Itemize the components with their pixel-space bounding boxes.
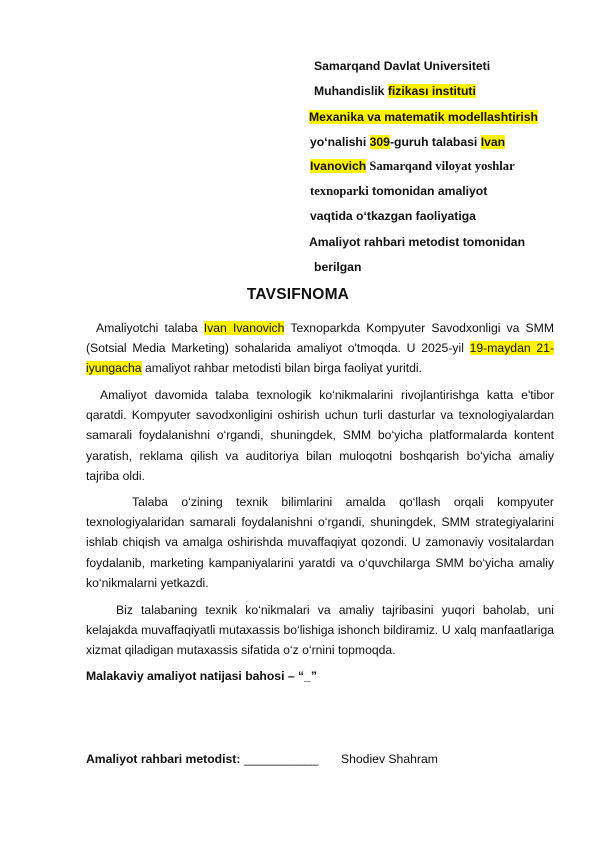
technopark-rest: tomonidan amaliyot [368, 184, 488, 198]
student-last-name: Ivanovich [310, 159, 367, 173]
signature-name: Shodiev Shahram [341, 752, 438, 766]
document-title: TAVSIFNOMA [246, 286, 350, 303]
institute-prefix: Muhandislik [314, 84, 388, 98]
group-line [310, 135, 505, 149]
institute-line [314, 84, 476, 98]
signature-label: Amaliyot rahbari metodist: [86, 752, 241, 766]
supervisor-line: Amaliyot rahbari metodist tomonidan [309, 235, 526, 249]
technopark-word: texnoparki [310, 184, 369, 198]
given-line: berilgan [314, 260, 362, 274]
group-prefix: yo‘nalishi [310, 135, 370, 149]
signature-blank: ___________ [244, 752, 319, 766]
paragraph-4: Biz talabaning texnik ko‘nikmalari va amaliy tajribasini yuqori baholab, uni kelajakda muvaffaqiyatli mutaxassis bo‘lishiga ishonch bildiramiz. U xalq manfaatlariga xizmat qiladigan mutaxassis sifatida o‘z o‘rnini topmoqda. [86, 603, 554, 658]
student-region-line [310, 159, 515, 173]
specialty-highlight: Mexanika va matematik modellashtirish [309, 110, 538, 124]
institute-highlight: fizikası instituti [387, 84, 476, 98]
specialty-line [309, 110, 538, 124]
region-text: Samarqand viloyat yoshlar [366, 159, 515, 173]
p1-pre: Amaliyotchi talaba [96, 321, 204, 335]
p1-dates: 19-maydan 21-iyungacha [86, 341, 554, 376]
paragraph-1 [86, 318, 554, 379]
technopark-line [310, 184, 487, 198]
student-first-name: Ivan [480, 135, 506, 149]
activity-line: vaqtida o‘tkazgan faoliyatiga [310, 209, 476, 223]
p1-student-name: Ivan Ivanovich [203, 321, 285, 335]
paragraph-3: Talaba o‘zining texnik bilimlarini amalda qo‘llash orqali kompyuter texnologiyalaridan samarali foydalanishni o‘rgandi, shuningdek, SMM strategiyalarini ishlab chiqish va amalga oshirishda muvaffaqiyat qozondi. U zamonaviy vositalardan foydalanib, marketing kampaniyalarini yaratdi va o‘quvchilarga SMM bo‘yicha amaliy ko‘nikmalarni yetkazdi. [86, 495, 554, 590]
group-mid: -guruh talabasi [389, 135, 481, 149]
grade-line: Malakaviy amaliyot natijasi bahosi – “_” [86, 669, 317, 683]
p1-post: amaliyot rahbar metodisti bilan birga faoliyat yuritdi. [141, 361, 423, 376]
p1-mid: Texnoparkda Kompyuter Savodxonligi va SMM (Sotsial Media Marketing) sohalarida amaliyot o'tmoqda. U 2025-yil [86, 321, 554, 356]
paragraph-2: Amaliyot davomida talaba texnologik ko‘nikmalarini rivojlantirishga katta e'tibor qaratdi. Kompyuter savodxonligini oshirish uchun turli dasturlar va texnologiyalardan samarali foydalanishni o‘rgandi, shuningdek, SMM bo‘yicha platformalarda kontent yaratish, reklama qilish va auditoriya bilan muloqotni boshqarish bo‘yicha amaliy tajriba oldi. [86, 388, 554, 483]
group-number: 309 [369, 135, 390, 149]
university-name: Samarqand Davlat Universiteti [314, 59, 491, 73]
